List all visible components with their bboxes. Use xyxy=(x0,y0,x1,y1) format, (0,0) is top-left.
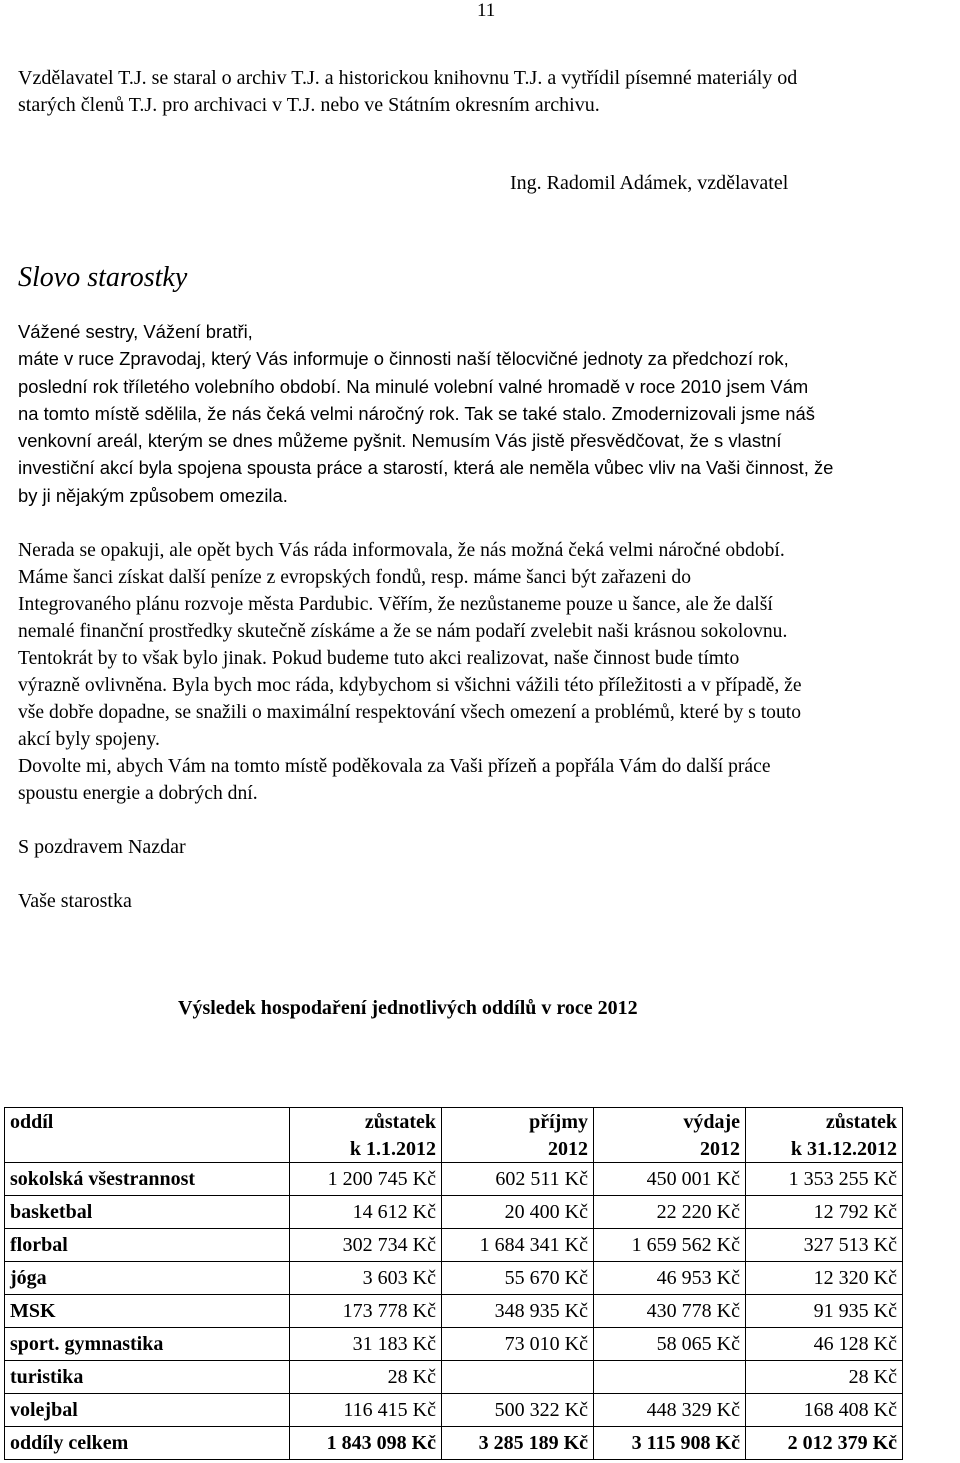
header-cell: oddíl xyxy=(5,1108,290,1137)
table-cell: 450 001 Kč xyxy=(594,1163,746,1196)
table-cell: 1 200 745 Kč xyxy=(290,1163,442,1196)
paragraph-line: Vážené sestry, Vážení bratři, xyxy=(18,321,253,342)
table-cell: 1 353 255 Kč xyxy=(746,1163,903,1196)
header-cell: 2012 xyxy=(594,1136,746,1163)
header-cell xyxy=(5,1136,290,1163)
table-cell: 46 128 Kč xyxy=(746,1328,903,1361)
table-row xyxy=(5,1295,903,1328)
paragraph-line: investiční akcí byla spojena spousta práce a starostí, která ale neměla vůbec vliv na Vaši činnost, že xyxy=(18,457,834,479)
table-cell: 28 Kč xyxy=(746,1361,903,1394)
table-row xyxy=(5,1262,903,1295)
header-cell: k 1.1.2012 xyxy=(290,1136,442,1163)
table-cell: 602 511 Kč xyxy=(442,1163,594,1196)
table-cell: 58 065 Kč xyxy=(594,1328,746,1361)
table-cell: 448 329 Kč xyxy=(594,1394,746,1427)
table-cell: 20 400 Kč xyxy=(442,1196,594,1229)
table-cell: 116 415 Kč xyxy=(290,1394,442,1427)
table-cell xyxy=(442,1361,594,1394)
table-cell: 302 734 Kč xyxy=(290,1229,442,1262)
table-cell: 73 010 Kč xyxy=(442,1328,594,1361)
table-cell: jóga xyxy=(5,1262,290,1295)
table-cell: 12 320 Kč xyxy=(746,1262,903,1295)
table-cell: 22 220 Kč xyxy=(594,1196,746,1229)
paragraph-line: na tomto místě sdělila, že nás čeká velmi náročný rok. Tak se také stalo. Zmodernizovali jsme náš xyxy=(18,402,815,424)
paragraph-line: by ji nějakým způsobem omezila. xyxy=(18,484,288,506)
table-cell: turistika xyxy=(5,1361,290,1394)
table-cell: 1 843 098 Kč xyxy=(290,1427,442,1460)
table-cell: 12 792 Kč xyxy=(746,1196,903,1229)
table-row xyxy=(5,1229,903,1262)
table-cell: 1 684 341 Kč xyxy=(442,1229,594,1262)
intro-signature: Ing. Radomil Adámek, vzdělavatel xyxy=(510,172,789,194)
header-cell: zůstatek xyxy=(746,1108,903,1137)
table-cell: 28 Kč xyxy=(290,1361,442,1394)
table-cell: 31 183 Kč xyxy=(290,1328,442,1361)
table-cell: florbal xyxy=(5,1229,290,1262)
letter-paragraph-1 xyxy=(18,318,833,509)
letter-heading: Slovo starostky xyxy=(18,262,188,293)
table-cell xyxy=(594,1361,746,1394)
table-cell: volejbal xyxy=(5,1394,290,1427)
paragraph-line: výrazně ovlivněna. Byla bych moc ráda, kdybychom si všichni vážili této příležitosti a v případě, že xyxy=(18,675,802,696)
paragraph-line: Integrovaného plánu rozvoje města Pardubic. Věřím, že nezůstaneme pouze u šance, ale že další xyxy=(18,594,773,615)
page-number: 11 xyxy=(477,0,496,21)
paragraph-line: vše dobře dopadne, se snažili o maximální respektování všech omezení a problémů, které by s touto xyxy=(18,702,801,723)
results-table xyxy=(4,1107,903,1460)
table-cell: MSK xyxy=(5,1295,290,1328)
table-cell: 3 115 908 Kč xyxy=(594,1427,746,1460)
table-header-row xyxy=(5,1108,903,1137)
table-cell: basketbal xyxy=(5,1196,290,1229)
table-cell: oddíly celkem xyxy=(5,1427,290,1460)
letter-paragraph-2 xyxy=(18,537,802,807)
intro-line-2: starých členů T.J. pro archivaci v T.J. nebo ve Státním okresním archivu. xyxy=(18,94,600,116)
header-cell: k 31.12.2012 xyxy=(746,1136,903,1163)
table-cell: sokolská všestrannost xyxy=(5,1163,290,1196)
table-cell: 55 670 Kč xyxy=(442,1262,594,1295)
table-cell: 3 603 Kč xyxy=(290,1262,442,1295)
paragraph-line: nemalé finanční prostředky skutečně získáme a že se nám podaří zvelebit naši krásnou sokolovnu. xyxy=(18,621,788,642)
table-header-row xyxy=(5,1136,903,1163)
table-cell: 168 408 Kč xyxy=(746,1394,903,1427)
table-total-row xyxy=(5,1427,903,1460)
paragraph-line: poslední rok tříletého volebního období. Na minulé volební valné hromadě v roce 2010 jsem Vám xyxy=(18,375,809,397)
table-cell: 46 953 Kč xyxy=(594,1262,746,1295)
paragraph-line: Dovolte mi, abych Vám na tomto místě poděkovala za Vaši přízeň a popřála Vám do další práce xyxy=(18,756,771,777)
table-cell: 2 012 379 Kč xyxy=(746,1427,903,1460)
paragraph-line: spoustu energie a dobrých dní. xyxy=(18,783,258,804)
table-cell: sport. gymnastika xyxy=(5,1328,290,1361)
header-cell: 2012 xyxy=(442,1136,594,1163)
paragraph-line: Nerada se opakuji, ale opět bych Vás ráda informovala, že nás možná čeká velmi náročné období. xyxy=(18,540,785,561)
header-cell: příjmy xyxy=(442,1108,594,1137)
header-cell: zůstatek xyxy=(290,1108,442,1137)
paragraph-line: akcí byly spojeny. xyxy=(18,729,160,750)
letter-signature: Vaše starostka xyxy=(18,890,132,912)
table-row xyxy=(5,1196,903,1229)
table-cell: 500 322 Kč xyxy=(442,1394,594,1427)
paragraph-line: Tentokrát by to však bylo jinak. Pokud budeme tuto akci realizovat, naše činnost bude tímto xyxy=(18,648,740,669)
paragraph-line: máte v ruce Zpravodaj, který Vás informuje o činnosti naší tělocvičné jednoty za předchozí rok, xyxy=(18,348,789,370)
paragraph-line: venkovní areál, kterým se dnes můžeme pyšnit. Nemusím Vás jistě přesvědčovat, že s vlastní xyxy=(18,430,782,452)
table-cell: 327 513 Kč xyxy=(746,1229,903,1262)
intro-line-1: Vzdělavatel T.J. se staral o archiv T.J. a historickou knihovnu T.J. a vytřídil písemné materiály od xyxy=(18,67,798,89)
table-cell: 3 285 189 Kč xyxy=(442,1427,594,1460)
table-cell: 91 935 Kč xyxy=(746,1295,903,1328)
header-cell: výdaje xyxy=(594,1108,746,1137)
table-cell: 348 935 Kč xyxy=(442,1295,594,1328)
table-cell: 14 612 Kč xyxy=(290,1196,442,1229)
table-row xyxy=(5,1328,903,1361)
letter-closing: S pozdravem Nazdar xyxy=(18,836,186,858)
table-cell: 430 778 Kč xyxy=(594,1295,746,1328)
table-cell: 1 659 562 Kč xyxy=(594,1229,746,1262)
table-row xyxy=(5,1163,903,1196)
table-title: Výsledek hospodaření jednotlivých oddílů v roce 2012 xyxy=(178,997,638,1019)
table-row xyxy=(5,1394,903,1427)
table-cell: 173 778 Kč xyxy=(290,1295,442,1328)
table-row xyxy=(5,1361,903,1394)
paragraph-line: Máme šanci získat další peníze z evropských fondů, resp. máme šanci být zařazeni do xyxy=(18,567,692,588)
